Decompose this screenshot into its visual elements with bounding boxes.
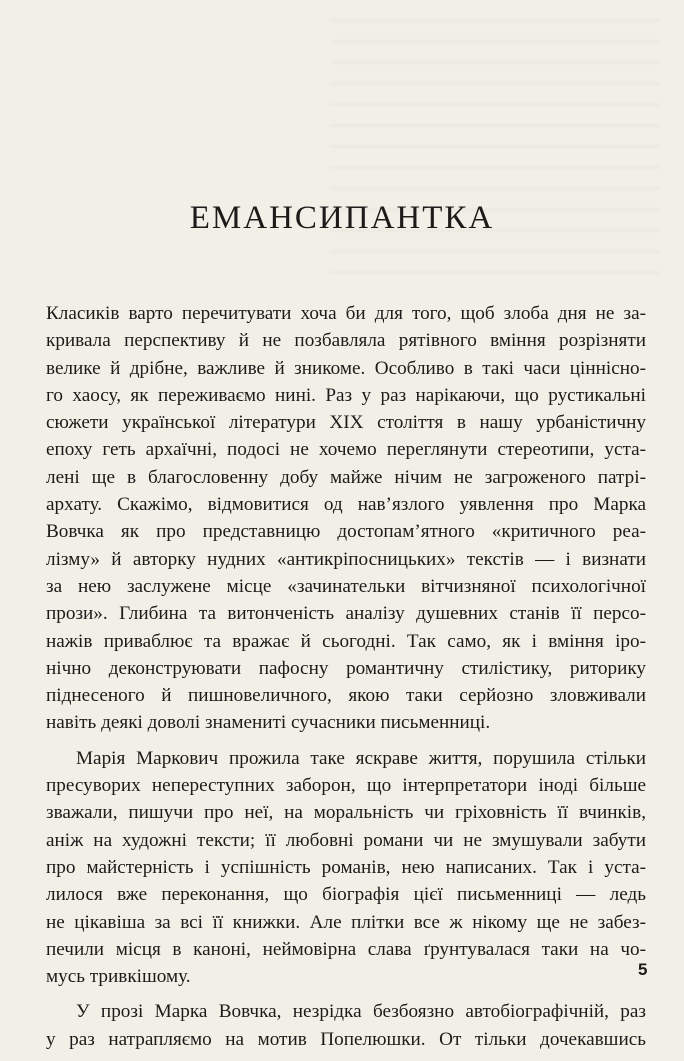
show-through-text xyxy=(330,20,660,280)
text-line: не цікавіша за всі її книжки. Але плітки все ж нікому ще не забез- xyxy=(46,911,646,933)
paragraph xyxy=(46,745,646,991)
text-line: про майстерність і успішність романів, нею написаних. Так і уста- xyxy=(46,856,646,878)
text-line: у раз натрапляємо на мотив Попелюшки. От тільки дочекавшись xyxy=(46,1028,646,1050)
text-line: лізму» й авторку нудних «антикріпосницьких» текстів — і визнати xyxy=(46,548,646,570)
paragraph xyxy=(46,998,646,1053)
text-line: піднесеного й пишновеличного, якою таки серйозно зловживали xyxy=(46,685,646,707)
page-number: 5 xyxy=(638,960,648,979)
text-line: Вовчка як про представницю достопам’ятного «критичного реа- xyxy=(46,521,646,543)
paragraph xyxy=(46,300,646,737)
text-line: зважали, пишучи про неї, на моральність чи гріховність її вчинків, xyxy=(46,802,646,824)
text-line: пресуворих непереступних заборон, що інтерпретатори іноді більше xyxy=(46,775,646,797)
text-line: печили місця в каноні, неймовірна слава ґрунтувалася таки на чо- xyxy=(46,938,646,960)
text-line: велике й дрібне, важливе й зникоме. Особливо в такі часи ціннісно- xyxy=(46,357,646,379)
text-line: го хаосу, як переживаємо нині. Раз у раз нарікаючи, що рустикальні xyxy=(46,384,646,406)
text-line: архату. Скажімо, відмовитися од нав’язлого уявлення про Марка xyxy=(46,494,646,516)
text-line: кривала перспективу й не позбавляла рятівного вміння розрізняти xyxy=(46,330,646,352)
chapter-title: ЕМАНСИПАНТКА xyxy=(189,200,495,236)
text-line: Марія Маркович прожила таке яскраве життя, порушила стільки xyxy=(76,747,646,769)
text-line: прози». Глибина та витонченість аналізу душевних станів її персо- xyxy=(46,603,646,625)
text-line: У прозі Марка Вовчка, незрідка безбоязно автобіографічній, раз xyxy=(76,1001,646,1023)
body-text xyxy=(46,300,646,1061)
text-line: навіть деякі доволі знамениті сучасники письменниці. xyxy=(46,712,491,734)
text-line: лилося вже переконання, що біографія цієї письменниці — ледь xyxy=(46,884,646,906)
text-line: нажів приваблює та вражає й сьогодні. Так само, як і вміння іро- xyxy=(46,630,646,652)
text-line: нічно деконструювати пафосну романтичну стилістику, риторику xyxy=(46,657,646,679)
text-line: епоху геть архаїчні, подосі не хочемо переглянути стереотипи, уста- xyxy=(46,439,646,461)
text-line: Класиків варто перечитувати хоча би для того, щоб злоба дня не за- xyxy=(46,303,646,324)
text-line: сюжети української літератури XIX століття в нашу урбаністичну xyxy=(46,412,646,434)
text-line: за нею заслужене місце «зачинательки вітчизняної психологічної xyxy=(46,575,646,597)
text-line: лені ще в благословенну добу майже нічим не загроженого патрі- xyxy=(46,466,646,488)
text-line: мусь тривкішому. xyxy=(46,966,191,988)
text-line: аніж на художні тексти; її любовні романи чи не змушували забути xyxy=(46,829,646,851)
